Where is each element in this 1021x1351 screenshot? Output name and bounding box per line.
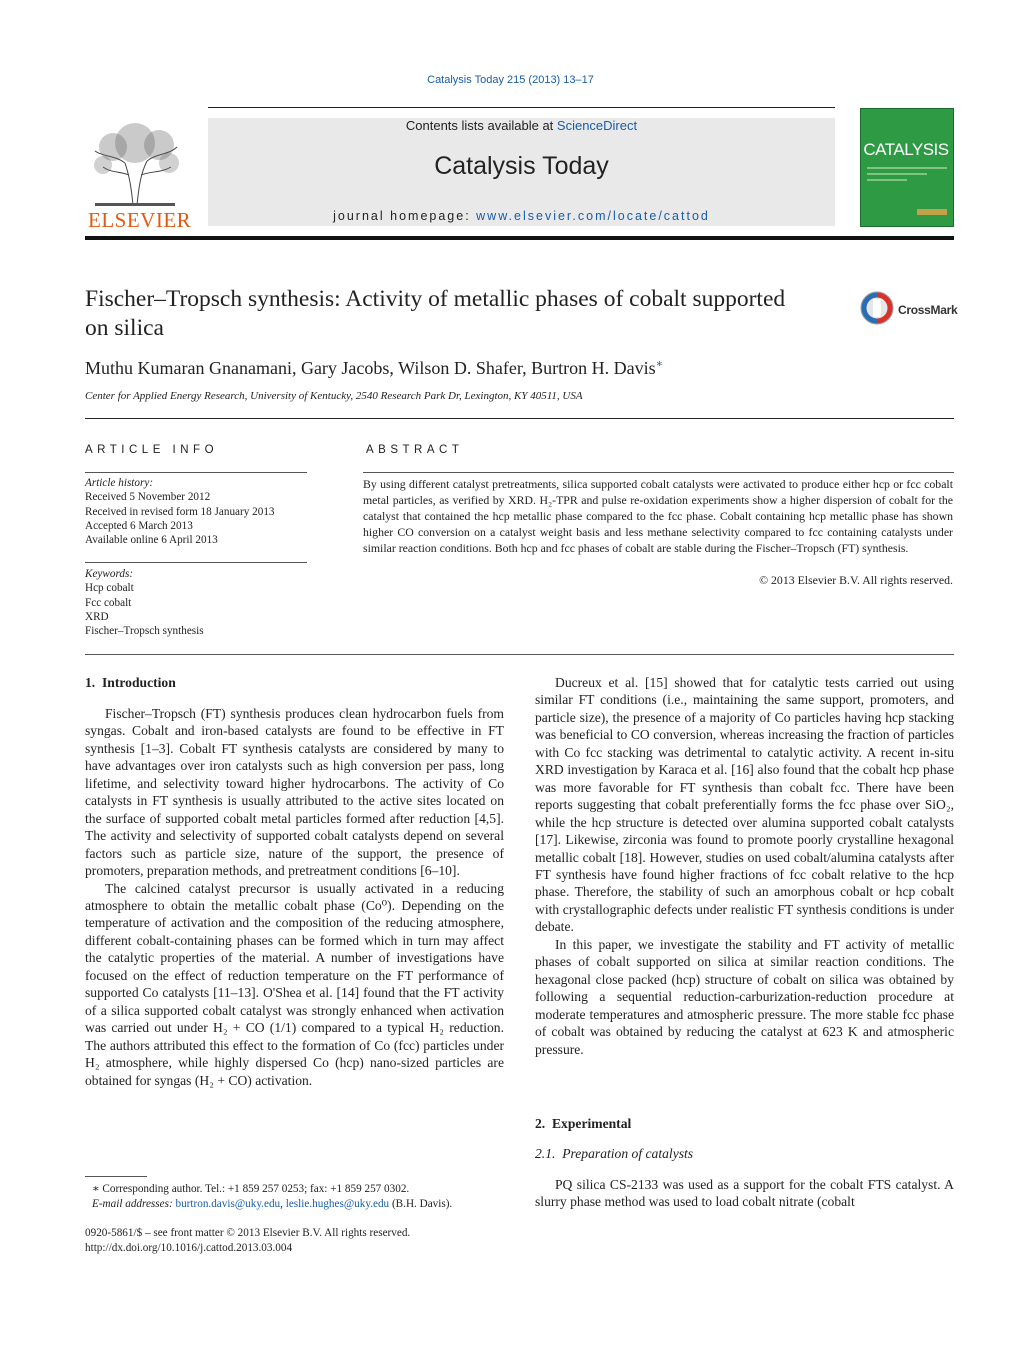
homepage-prefix: journal homepage: bbox=[333, 209, 477, 223]
abstract-text: By using different catalyst pretreatments, silica supported cobalt catalysts were activated to produce either hcp or fcc cobalt metal particles, as verified by XRD. H₂-TPR and pulse re-oxidation experiments show a higher dispersion of cobalt for the catalyst that contained the hcp metallic phase compared to the fcc phase. Cobalt containing hcp metallic phase has shown higher CO conversion on a catalyst weight basis and less methane selectivity compared to fcc containing catalysts under similar reaction conditions. Both hcp and fcc phases of cobalt are stable during the Fischer–Tropsch (FT) synthesis. bbox=[363, 477, 953, 556]
abstract-rule bbox=[363, 472, 954, 473]
contents-prefix: Contents lists available at bbox=[405, 118, 557, 133]
crossmark-icon bbox=[860, 291, 894, 325]
email-link-hughes[interactable]: leslie.hughes@uky.edu bbox=[285, 1198, 390, 1210]
intro-paragraph-2: The calcined catalyst precursor is usually activated in a reducing atmosphere to obtain the metallic cobalt phase (Co⁰). Depending on the temperature of activation and the composition of the reducing atmosphere, different cobalt-containing phases can be formed which in turn may affect the catalytic properties of the material. A number of investigations have focused on the effect of reduction temperature on the FT performance of supported Co catalysts [11–13]. O'Shea et al. [14] found that the FT activity of a silica supported cobalt catalyst was strongly enhanced when activation was carried out under H₂ + CO (1/1) compared to a typical H₂ reduction. The authors attributed this effect to the formation of Co (fcc) particles under H₂ atmosphere, while highly dispersed Co (hcp) nano-sized particles are obtained for syngas (H₂ + CO) activation. bbox=[85, 880, 504, 1088]
cover-title: CATALYSIS bbox=[863, 140, 949, 159]
keywords-rule bbox=[85, 562, 307, 563]
header-top-rule bbox=[208, 107, 835, 108]
header-bottom-rule bbox=[85, 236, 954, 240]
abstract-heading: ABSTRACT bbox=[366, 444, 464, 456]
crossmark-button[interactable] bbox=[860, 291, 894, 325]
affiliation: Center for Applied Energy Research, University of Kentucky, 2540 Research Park Dr, Lexington, KY 40511, USA bbox=[85, 390, 583, 402]
sciencedirect-link[interactable]: ScienceDirect bbox=[556, 118, 638, 133]
elsevier-logo bbox=[85, 115, 185, 210]
history-received: Received 5 November 2012 bbox=[85, 491, 211, 504]
corresponding-author-mark[interactable]: ∗ bbox=[655, 358, 664, 370]
footnote-rule bbox=[85, 1176, 147, 1177]
article-info-heading: ARTICLE INFO bbox=[85, 444, 219, 456]
body-top-rule bbox=[85, 654, 954, 655]
authors-text: Muthu Kumaran Gnanamani, Gary Jacobs, Wilson D. Shafer, Burtron H. Davis bbox=[85, 358, 656, 378]
history-online: Available online 6 April 2013 bbox=[85, 534, 218, 547]
cover-artwork-icon bbox=[861, 109, 953, 226]
section-1-heading: 1. Introduction bbox=[85, 675, 176, 690]
doi-link[interactable]: http://dx.doi.org/10.1016/j.cattod.2013.03.004 bbox=[85, 1242, 293, 1254]
history-accepted: Accepted 6 March 2013 bbox=[85, 519, 193, 532]
section-2-heading: 2. Experimental bbox=[535, 1116, 632, 1131]
keywords-block bbox=[85, 567, 310, 638]
author-list bbox=[85, 357, 663, 379]
email-link-davis[interactable]: burtron.davis@uky.edu bbox=[175, 1198, 281, 1210]
keyword-item: Hcp cobalt bbox=[85, 582, 134, 595]
article-info-rule bbox=[85, 472, 307, 473]
keyword-item: XRD bbox=[85, 610, 109, 623]
corresponding-author-note: ∗ Corresponding author. Tel.: +1 859 257 0253; fax: +1 859 257 0302. bbox=[92, 1183, 410, 1195]
keywords-label: Keywords: bbox=[85, 568, 134, 580]
email-addresses bbox=[92, 1197, 512, 1212]
intro-paragraph-4: In this paper, we investigate the stability and FT activity of metallic phases of cobalt supported on silica at similar reaction conditions. The hexagonal close packed (hcp) structure of cobalt on silica was obtained by following a sequential reduction-carburization-reduction procedure at moderate temperatures and atmospheric pressure. The more stable fcc phase of cobalt was obtained by reducing the catalyst at 623 K and atmospheric pressure. bbox=[535, 936, 954, 1057]
introduction-body-continued bbox=[535, 674, 954, 1058]
experimental-body bbox=[535, 1176, 954, 1211]
keyword-item: Fcc cobalt bbox=[85, 596, 132, 609]
history-label: Article history: bbox=[85, 477, 154, 489]
experimental-paragraph-1: PQ silica CS-2133 was used as a support for the cobalt FTS catalyst. A slurry phase method was used to load cobalt nitrate (cobalt bbox=[535, 1177, 954, 1210]
email-label: E-mail addresses: bbox=[92, 1198, 176, 1210]
history-revised: Received in revised form 18 January 2013 bbox=[85, 505, 275, 518]
email-suffix: (B.H. Davis). bbox=[389, 1198, 453, 1210]
subsection-2-1-heading: 2.1. Preparation of catalysts bbox=[535, 1146, 694, 1161]
article-title: Fischer–Tropsch synthesis: Activity of metallic phases of cobalt supported on silica bbox=[85, 286, 786, 341]
intro-paragraph-3: Ducreux et al. [15] showed that for catalytic tests carried out using similar FT conditions (i.e., maintaining the same support, promoters, and particle size), the presence of a majority of Co particles having hcp stacking was beneficial to CO conversion, whereas increasing the fraction of particles with Co fcc stacking was detrimental to catalytic activity. A recent in-situ XRD investigation by Karaca et al. [16] also found that the cobalt hcp phase was more favorable for FT synthesis than cobalt fcc. There have been reports suggesting that cobalt preferentially forms the fcc phase over SiO₂, while the hcp structure is detected over alumina supported cobalt catalysts [17]. Likewise, zirconia was found to promote poorly crystalline hexagonal metallic cobalt [18]. However, studies on used cobalt/alumina catalysts after FT synthesis have found higher fractions of fcc cobalt relative to the hcp phase. Therefore, the stability of such an amorphous cobalt or hcp cobalt with crystallographic defects under realistic FT synthesis conditions is under debate. bbox=[535, 675, 954, 935]
issn-line: 0920-5861/$ – see front matter © 2013 Elsevier B.V. All rights reserved. bbox=[85, 1227, 411, 1239]
affiliation-rule bbox=[85, 418, 954, 419]
homepage-link[interactable]: www.elsevier.com/locate/cattod bbox=[476, 209, 710, 223]
keyword-item: Fischer–Tropsch synthesis bbox=[85, 625, 204, 638]
journal-name: Catalysis Today bbox=[434, 152, 609, 180]
intro-paragraph-1: Fischer–Tropsch (FT) synthesis produces clean hydrocarbon fuels from syngas. Cobalt and iron-based catalysts are found to be effective in FT synthesis [1–3]. Cobalt FT synthesis catalysts are considered by many to have advantages over iron catalysts such as high conversion per pass, long lifetime, and selectivity toward higher hydrocarbons. The activity of Co catalysts in FT synthesis is usually attributed to the active sites located on the surface of supported cobalt metal particles formed after reduction [4,5]. The activity and selectivity of supported cobalt catalysts depend on several factors such as particle size, nature of the support, the presence of promoters, preparation methods, and pretreatment conditions [6–10]. bbox=[85, 706, 504, 879]
journal-homepage bbox=[208, 209, 835, 223]
journal-citation[interactable]: Catalysis Today 215 (2013) 13–17 bbox=[427, 74, 594, 86]
article-history bbox=[85, 476, 310, 547]
contents-line bbox=[208, 118, 835, 133]
introduction-body bbox=[85, 705, 504, 1089]
elsevier-tree-icon bbox=[85, 115, 185, 210]
email-separator: , bbox=[280, 1198, 286, 1210]
crossmark-label[interactable]: CrossMark bbox=[898, 303, 958, 317]
abstract-copyright: © 2013 Elsevier B.V. All rights reserved. bbox=[759, 573, 953, 587]
elsevier-wordmark: ELSEVIER bbox=[88, 208, 192, 232]
journal-cover[interactable] bbox=[860, 108, 954, 227]
